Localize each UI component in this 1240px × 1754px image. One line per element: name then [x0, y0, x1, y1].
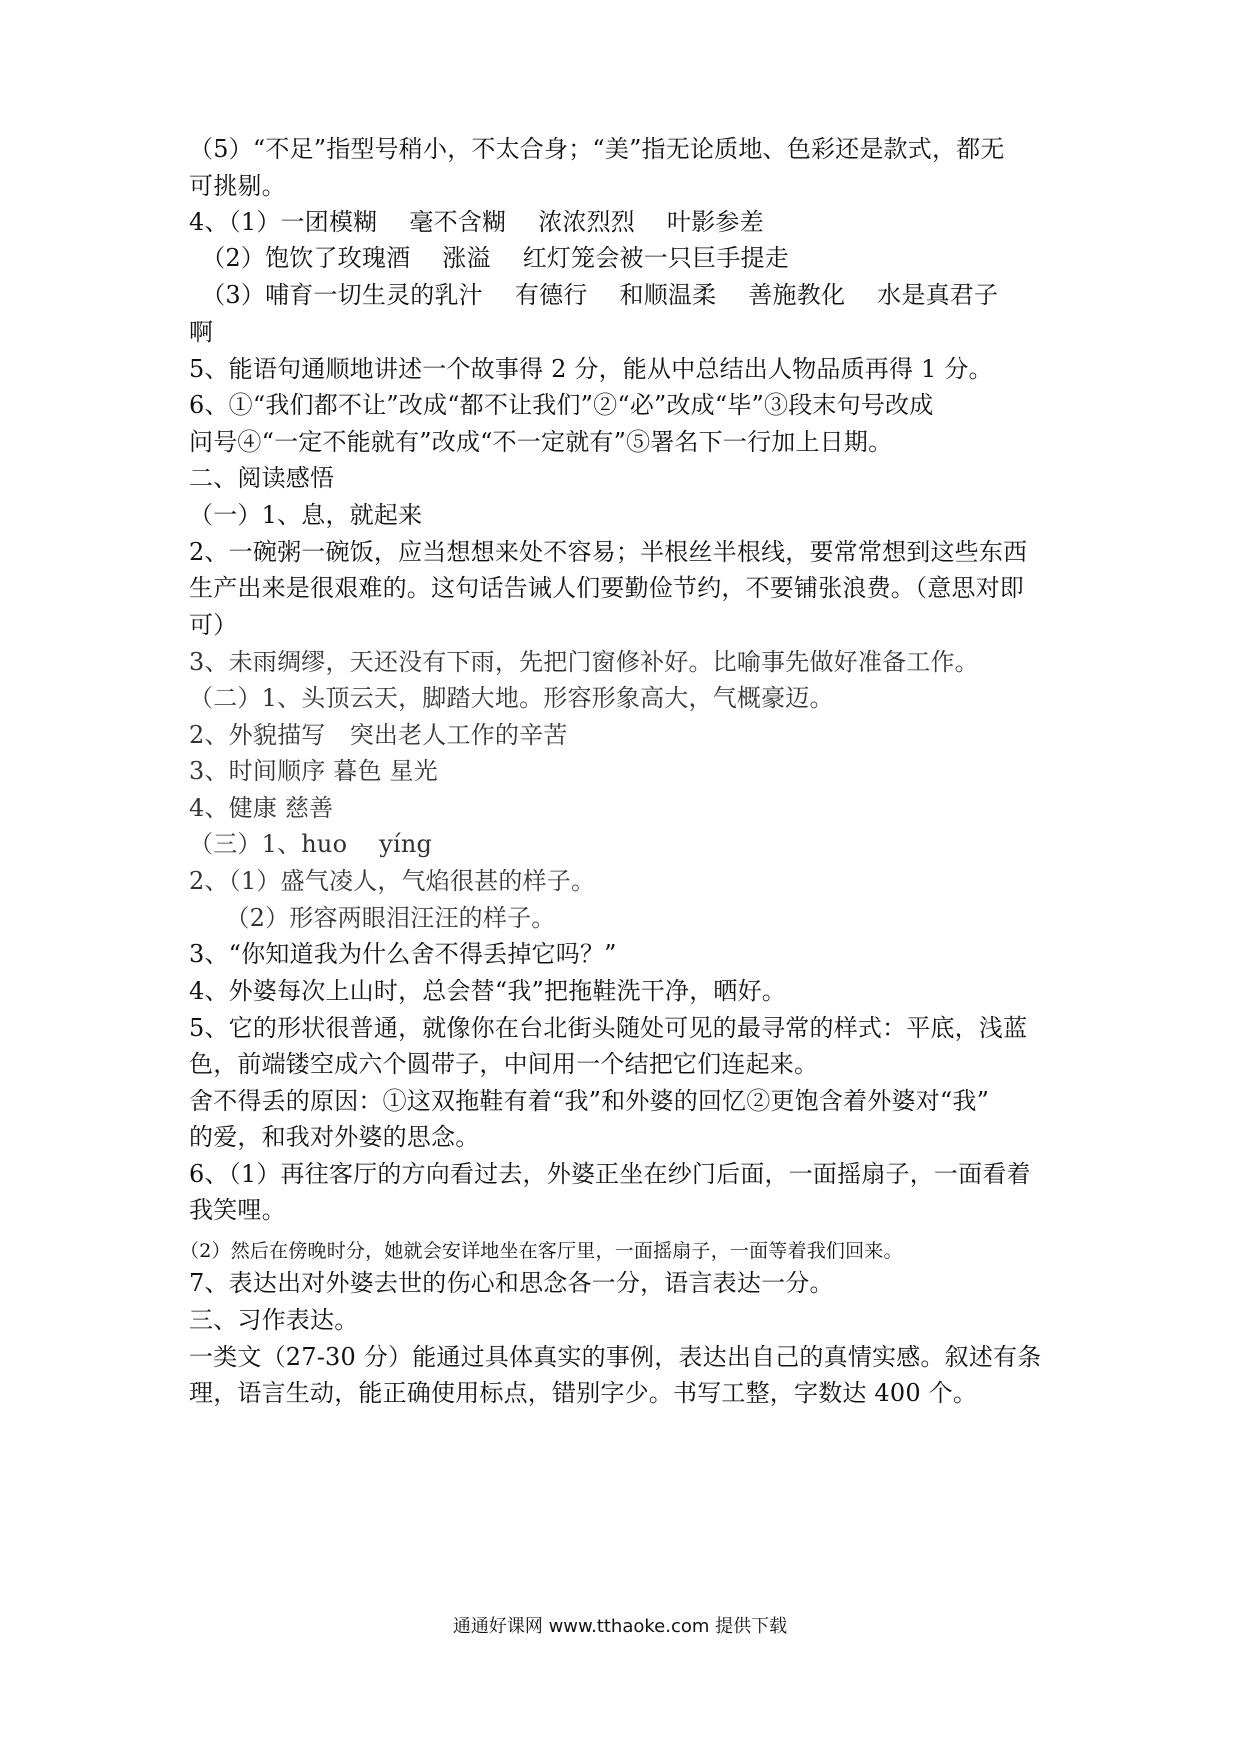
text-line: （三）1、huo yíng — [189, 830, 433, 858]
text-line: 色，前端镂空成六个圆带子，中间用一个结把它们连起来。 — [189, 1050, 819, 1078]
text-line: 3、未雨绸缪，天还没有下雨，先把门窗修补好。比喻事先做好准备工作。 — [189, 648, 979, 676]
text-line: （2）饱饮了玫瑰酒 涨溢 红灯笼会被一只巨手提走 — [189, 244, 789, 272]
text-line: 理，语言生动，能正确使用标点，错别字少。书写工整，字数达 400 个。 — [189, 1379, 978, 1407]
section-heading: 二、阅读感悟 — [189, 464, 335, 492]
text-line: 2、一碗粥一碗饭，应当想想来处不容易；半根丝半根线，要常常想到这些东西 — [189, 538, 1028, 566]
page-footer: 通通好课网 www.tthaoke.com 提供下载 — [452, 1616, 788, 1637]
text-line: （5）“不足”指型号稍小，不太合身；“美”指无论质地、色彩还是款式，都无 — [189, 135, 1005, 163]
text-line: 一类文（27-30 分）能通过具体真实的事例，表达出自己的真情实感。叙述有条 — [189, 1343, 1042, 1371]
text-line: （3）哺育一切生灵的乳汁 有德行 和顺温柔 善施教化 水是真君子 — [189, 281, 999, 309]
text-line: （一）1、息，就起来 — [189, 501, 423, 529]
text-line: 7、表达出对外婆去世的伤心和思念各一分，语言表达一分。 — [189, 1269, 834, 1297]
text-line: 5、能语句通顺地讲述一个故事得 2 分，能从中总结出人物品质再得 1 分。 — [189, 355, 993, 383]
text-line: 4、外婆每次上山时，总会替“我”把拖鞋洗干净，晒好。 — [189, 977, 787, 1005]
text-line: 可） — [189, 611, 238, 639]
text-line: 6、（1）再往客厅的方向看过去，外婆正坐在纱门后面，一面摇扇子，一面看着 — [189, 1160, 1031, 1188]
text-line: 可挑剔。 — [189, 172, 286, 200]
text-line: 3、“你知道我为什么舍不得丢掉它吗？” — [189, 940, 617, 968]
text-line: 生产出来是很艰难的。这句话告诫人们要勤俭节约，不要铺张浪费。（意思对即 — [189, 574, 1024, 602]
text-line: 问号④“一定不能就有”改成“不一定就有”⑤署名下一行加上日期。 — [189, 428, 893, 456]
text-line: 2、（1）盛气凌人，气焰很甚的样子。 — [189, 867, 596, 895]
text-line: （2）然后在傍晚时分，她就会安详地坐在客厅里，一面摇扇子，一面等着我们回来。 — [180, 1240, 903, 1262]
text-line: 5、它的形状很普通，就像你在台北街头随处可见的最寻常的样式：平底，浅蓝 — [189, 1014, 1028, 1042]
text-line: 6、①“我们都不让”改成“都不让我们”②“必”改成“毕”③段末句号改成 — [189, 391, 934, 419]
text-line: （2）形容两眼泪汪汪的样子。 — [189, 904, 556, 932]
text-line: 4、（1）一团模糊 毫不含糊 浓浓烈烈 叶影参差 — [189, 208, 764, 236]
text-line: 啊 — [189, 318, 214, 346]
text-line: 2、外貌描写 突出老人工作的辛苦 — [189, 721, 568, 749]
text-line: 我笑哩。 — [189, 1196, 286, 1224]
text-line: 3、时间顺序 暮色 星光 — [189, 757, 438, 785]
text-line: 的爱，和我对外婆的思念。 — [189, 1123, 480, 1151]
text-line: （二）1、头顶云天，脚踏大地。形容形象高大，气概豪迈。 — [189, 684, 834, 712]
section-heading: 三、习作表达。 — [189, 1306, 359, 1334]
text-line: 舍不得丢的原因：①这双拖鞋有着“我”和外婆的回忆②更饱含着外婆对“我” — [189, 1087, 990, 1115]
text-line: 4、健康 慈善 — [189, 794, 334, 822]
